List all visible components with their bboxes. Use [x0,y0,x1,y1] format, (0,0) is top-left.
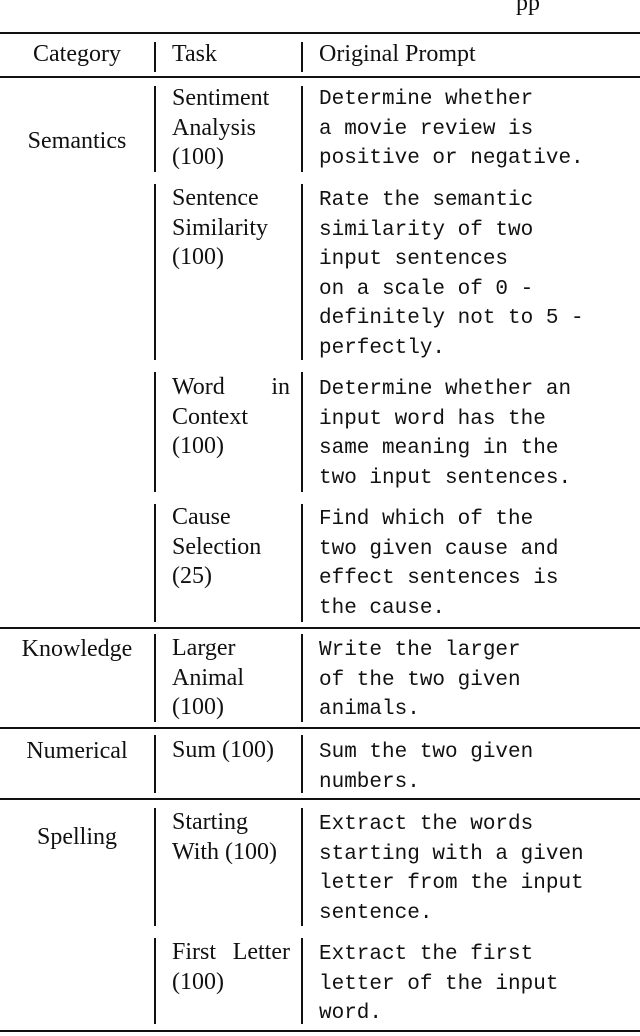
header-task: Task [172,41,217,67]
row-divider [301,808,303,926]
row-divider [301,938,303,1024]
header-divider-1 [154,42,156,72]
category-semantics: Semantics [27,128,127,154]
prompt-cell: Sum the two given numbers. [319,741,534,794]
row-divider [301,634,303,722]
prompt-cell: Rate the semantic similarity of two input sentences on a scale of 0 - definitely not to 5 - perfectly. [319,189,584,360]
row-divider [154,634,156,722]
header-category: Category [33,41,121,67]
task-cell: Sentiment Analysis (100) [172,85,270,170]
row-divider [154,735,156,793]
prompt-cell: Extract the first letter of the input word. [319,943,559,1025]
task-cell: Sentence Similarity (100) [172,185,268,270]
category-knowledge: Knowledge [21,636,133,662]
task-cell: Sum (100) [172,737,274,763]
row-divider [154,938,156,1024]
task-cell: Word in Context (100) [172,374,290,459]
row-divider [154,808,156,926]
row-divider [301,184,303,360]
prompt-cell: Find which of the two given cause and effect sentences is the cause. [319,508,559,620]
prompt-cell: Extract the words starting with a given letter from the input sentence. [319,813,584,925]
category-spelling: Spelling [36,824,117,850]
header-rule [0,76,640,78]
category-numerical: Numerical [26,738,128,764]
row-divider [301,504,303,622]
header-divider-2 [301,42,303,72]
section-rule-knowledge [0,627,640,629]
row-divider [154,504,156,622]
bottom-rule [0,1030,640,1032]
section-rule-spelling [0,798,640,800]
task-cell: Starting With (100) [172,809,278,865]
section-rule-numerical [0,727,640,729]
row-divider [301,372,303,492]
prompt-cell: Determine whether a movie review is positive or negative. [319,88,584,170]
task-cell: First Letter (100) [172,939,290,995]
header-prompt: Original Prompt [319,41,476,67]
row-divider [301,86,303,172]
task-cell: Cause Selection (25) [172,504,262,589]
row-divider [154,372,156,492]
task-cell: Larger Animal (100) [172,635,244,720]
row-divider [154,86,156,172]
row-divider [154,184,156,360]
prompt-cell: Write the larger of the two given animals. [319,639,521,721]
top-rule [0,32,640,34]
prompt-cell: Determine whether an input word has the same meaning in the two input sentences. [319,378,572,490]
row-divider [301,735,303,793]
caption-fragment: pp [516,0,540,16]
